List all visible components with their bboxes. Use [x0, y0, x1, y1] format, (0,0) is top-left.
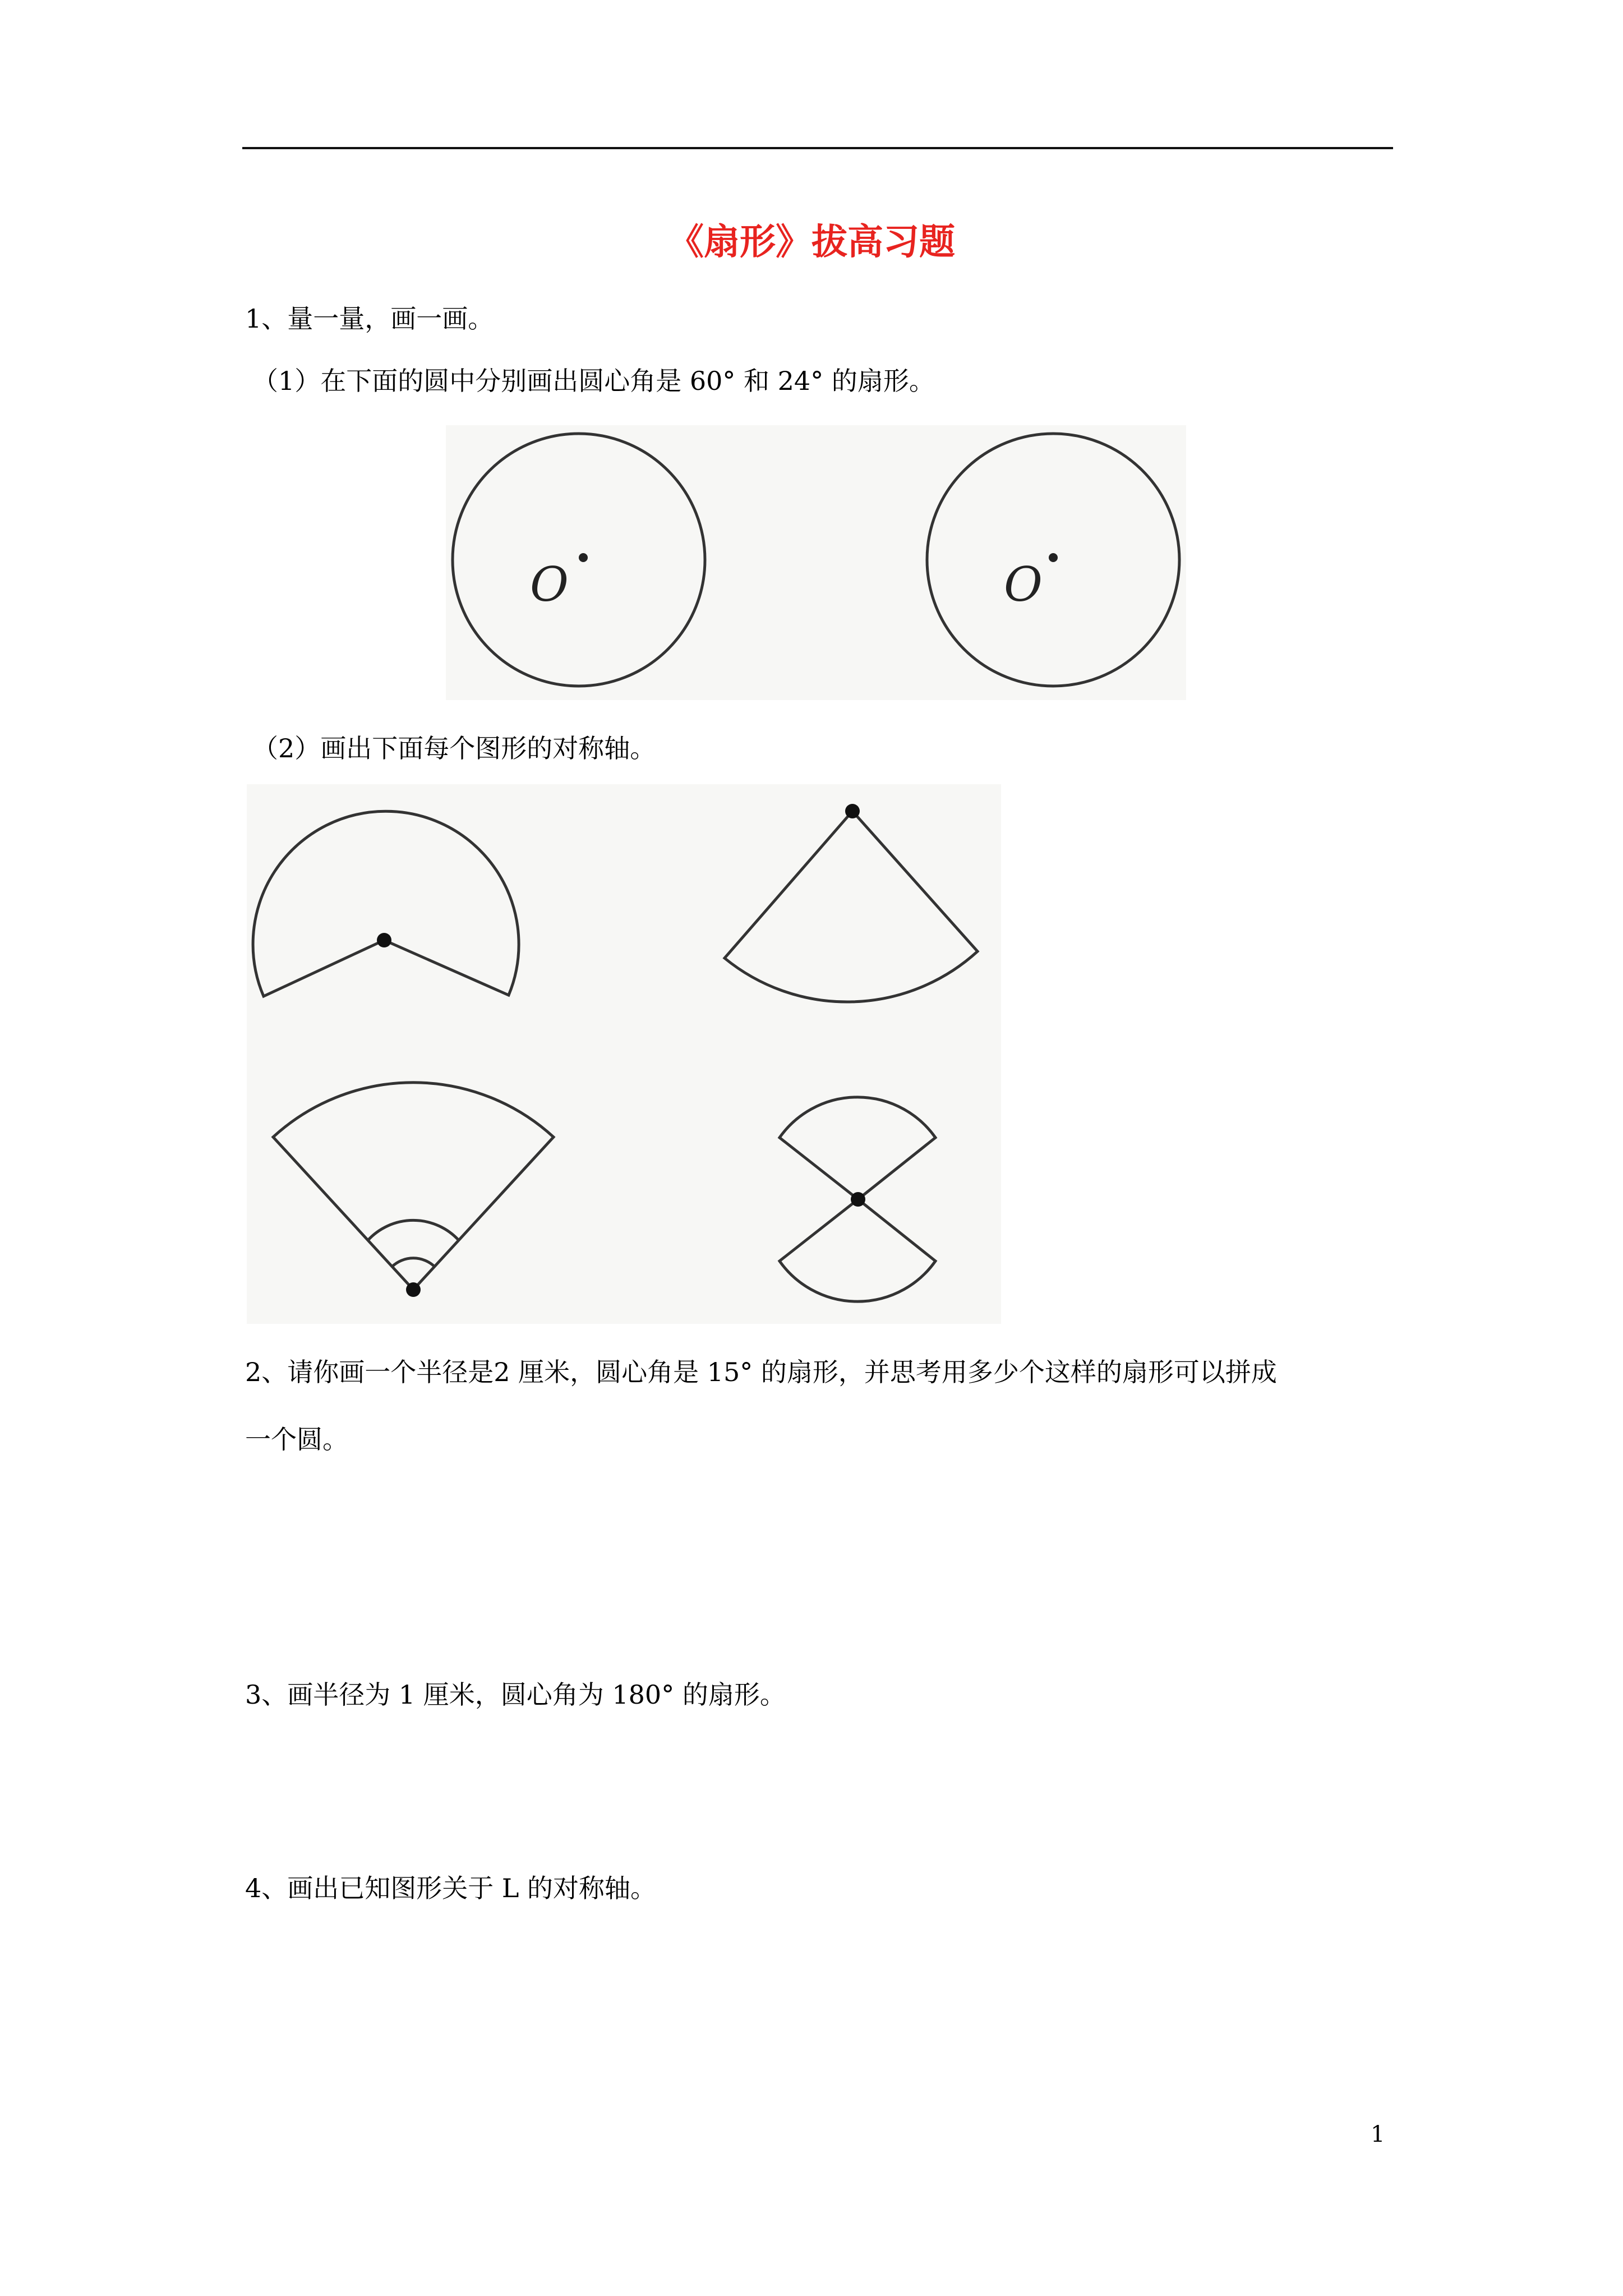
reflex-sector — [253, 811, 519, 996]
reflex-sector-center-dot — [377, 933, 391, 947]
upright-sector — [725, 811, 978, 1002]
butterfly-top-sector — [780, 1097, 935, 1199]
page-number: 1 — [1371, 2122, 1385, 2147]
question-4: 4、画出已知图形关于 L 的对称轴。 — [245, 1873, 657, 1903]
upright-sector-center-dot — [845, 804, 860, 818]
circle-left — [453, 434, 705, 686]
question-2-line-2: 一个圆。 — [245, 1424, 348, 1455]
butterfly-bottom-sector — [780, 1199, 935, 1301]
fan-sector-center-dot — [406, 1282, 421, 1297]
butterfly-center-dot — [851, 1192, 865, 1207]
question-3: 3、画半径为 1 厘米，圆心角为 180° 的扇形。 — [245, 1680, 786, 1710]
center-label-right: O — [1004, 557, 1043, 612]
question-1-heading: 1、量一量，画一画。 — [245, 303, 494, 334]
page-title: 《扇形》拔高习题 — [668, 221, 955, 263]
center-dot-right — [1049, 553, 1058, 562]
center-dot-left — [579, 553, 588, 562]
fan-inner-arc-small — [392, 1258, 435, 1267]
fan-inner-arc-large — [368, 1220, 459, 1240]
sectors-svg — [247, 784, 1001, 1324]
question-2-line-1: 2、请你画一个半径是2 厘米，圆心角是 15° 的扇形，并思考用多少个这样的扇形可以拼成 — [245, 1357, 1277, 1387]
question-1-part-2: （2）画出下面每个图形的对称轴。 — [252, 733, 656, 763]
sectors-figure — [247, 784, 1001, 1324]
header-rule — [242, 147, 1393, 149]
question-1-part-1: （1）在下面的圆中分别画出圆心角是 60° 和 24° 的扇形。 — [252, 366, 935, 396]
circles-figure — [446, 425, 1186, 700]
center-label-left: O — [530, 557, 569, 612]
